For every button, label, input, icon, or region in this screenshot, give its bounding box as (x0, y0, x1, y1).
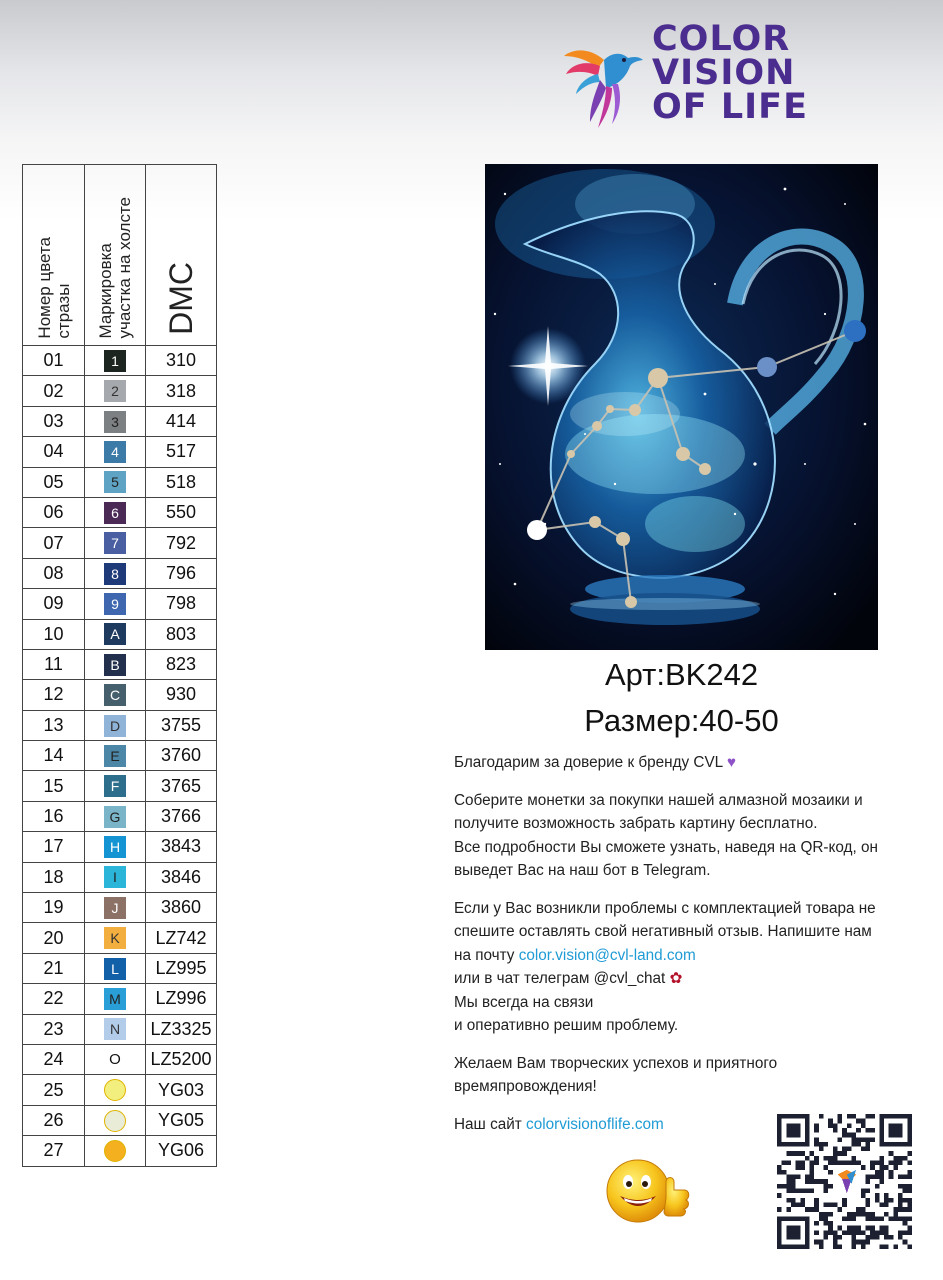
table-row (23, 862, 217, 892)
problem-line-2: спешите оставлять свой негативный отзыв. Напишите нам (454, 923, 872, 940)
table-row (23, 680, 217, 710)
coins-paragraph (454, 789, 934, 883)
table-row (23, 1014, 217, 1044)
color-swatch: N (104, 1018, 126, 1040)
dmc-code-cell: 798 (146, 589, 217, 619)
table-row (23, 1105, 217, 1135)
color-swatch: E (104, 745, 126, 767)
color-number-cell: 13 (23, 710, 85, 740)
marking-cell (85, 741, 146, 771)
table-row (23, 893, 217, 923)
dmc-code-cell: 517 (146, 437, 217, 467)
brand-name (652, 19, 808, 127)
dmc-code-cell: 803 (146, 619, 217, 649)
color-swatch: 6 (104, 502, 126, 524)
color-number-cell: 07 (23, 528, 85, 558)
marking-cell (85, 984, 146, 1014)
color-swatch: 1 (104, 350, 126, 372)
marking-cell (85, 1136, 146, 1166)
marking-cell (85, 437, 146, 467)
color-swatch (104, 1140, 126, 1162)
color-swatch: M (104, 988, 126, 1010)
site-link[interactable]: colorvisionoflife.com (526, 1115, 664, 1133)
table-row (23, 953, 217, 983)
color-swatch: 8 (104, 563, 126, 585)
table-row (23, 741, 217, 771)
dmc-code-cell: 310 (146, 346, 217, 376)
color-number-cell: 20 (23, 923, 85, 953)
color-swatch: 3 (104, 411, 126, 433)
color-swatch: C (104, 684, 126, 706)
dmc-code-cell: 3765 (146, 771, 217, 801)
dmc-code-cell: 550 (146, 497, 217, 527)
dmc-code-cell: 3860 (146, 893, 217, 923)
email-prefix: на почту (454, 946, 519, 964)
color-swatch: J (104, 897, 126, 919)
color-swatch: 9 (104, 593, 126, 615)
dmc-code-cell: 3843 (146, 832, 217, 862)
header-marking-cell (85, 165, 146, 346)
header-number: Номер цвета стразы (34, 237, 73, 339)
dmc-code-cell: 930 (146, 680, 217, 710)
color-number-cell: 10 (23, 619, 85, 649)
color-number-cell: 08 (23, 558, 85, 588)
dmc-code-cell: LZ742 (146, 923, 217, 953)
dmc-code-cell: 796 (146, 558, 217, 588)
table-row (23, 467, 217, 497)
color-number-cell: 22 (23, 984, 85, 1014)
dmc-code-cell: LZ3325 (146, 1014, 217, 1044)
marking-cell (85, 649, 146, 679)
marking-cell (85, 862, 146, 892)
marking-cell (85, 680, 146, 710)
table-row (23, 346, 217, 376)
thumbs-up-smiley-icon (604, 1158, 694, 1224)
coins-line-2: получите возможность забрать картину бесплатно. (454, 815, 818, 832)
color-swatch: G (104, 806, 126, 828)
dmc-code-cell: LZ996 (146, 984, 217, 1014)
color-swatch: K (104, 927, 126, 949)
table-row (23, 528, 217, 558)
dmc-code-cell: 3755 (146, 710, 217, 740)
dmc-code-cell: 3766 (146, 801, 217, 831)
marking-cell (85, 1014, 146, 1044)
color-table (22, 164, 217, 1167)
brand-line-1: COLOR (652, 19, 791, 59)
color-number-cell: 26 (23, 1105, 85, 1135)
brand-line-3: OF LIFE (652, 87, 808, 127)
table-row (23, 558, 217, 588)
color-number-cell: 24 (23, 1044, 85, 1074)
chat-text[interactable]: или в чат телеграм @cvl_chat (454, 970, 666, 987)
marking-cell (85, 832, 146, 862)
marking-cell (85, 1105, 146, 1135)
table-row (23, 832, 217, 862)
table-row (23, 497, 217, 527)
color-swatch: H (104, 836, 126, 858)
thanks-paragraph (454, 751, 934, 775)
wish-line-1: Желаем Вам творческих успехов и приятного (454, 1054, 778, 1072)
info-text (454, 751, 934, 1150)
color-number-cell: 05 (23, 467, 85, 497)
marking-cell (85, 467, 146, 497)
color-number-cell: 17 (23, 832, 85, 862)
color-number-cell: 01 (23, 346, 85, 376)
wish-line-2: времяпровождения! (454, 1078, 597, 1095)
color-swatch: D (104, 715, 126, 737)
artwork-image (485, 164, 878, 650)
color-number-cell: 02 (23, 376, 85, 406)
marking-cell (85, 376, 146, 406)
dmc-code-cell: 792 (146, 528, 217, 558)
color-number-cell: 03 (23, 406, 85, 436)
article-number: Арт:BK242 (604, 657, 759, 692)
problem-line-1: Если у Вас возникли проблемы с комплектацией товара не (454, 899, 876, 917)
site-prefix: Наш сайт (454, 1115, 527, 1133)
color-swatch: O (109, 1050, 121, 1068)
marking-cell (85, 497, 146, 527)
coins-line-3: Все подробности Вы сможете узнать, наведя на QR-код, он (454, 838, 878, 856)
color-number-cell: 12 (23, 680, 85, 710)
table-row (23, 589, 217, 619)
color-number-cell: 21 (23, 953, 85, 983)
dmc-code-cell: LZ995 (146, 953, 217, 983)
table-row (23, 984, 217, 1014)
marking-cell (85, 619, 146, 649)
contact-line-1: Мы всегда на связи (454, 993, 594, 1011)
marking-cell (85, 1075, 146, 1105)
table-body (23, 346, 217, 1167)
table-row (23, 1075, 217, 1105)
dmc-code-cell: LZ5200 (146, 1044, 217, 1074)
color-swatch: F (104, 775, 126, 797)
marking-cell (85, 710, 146, 740)
marking-cell (85, 589, 146, 619)
canvas-size: Размер:40-50 (584, 703, 779, 738)
color-number-cell: 11 (23, 649, 85, 679)
header-dmc: DMC (163, 262, 199, 335)
table-row (23, 649, 217, 679)
marking-cell (85, 953, 146, 983)
color-swatch (104, 1110, 126, 1132)
aquarius-jug-illustration (485, 164, 878, 650)
marking-cell (85, 346, 146, 376)
color-swatch: 4 (104, 441, 126, 463)
table-row (23, 437, 217, 467)
color-swatch (104, 1079, 126, 1101)
table-row (23, 1044, 217, 1074)
dmc-code-cell: YG03 (146, 1075, 217, 1105)
qr-code-icon[interactable] (777, 1113, 912, 1250)
dmc-code-cell: YG06 (146, 1136, 217, 1166)
thanks-text: Благодарим за доверие к бренду CVL (454, 754, 723, 771)
dmc-code-cell: 518 (146, 467, 217, 497)
color-number-cell: 27 (23, 1136, 85, 1166)
marking-cell (85, 923, 146, 953)
rose-icon: ✿ (669, 970, 683, 987)
color-swatch: L (104, 958, 126, 980)
table-row (23, 376, 217, 406)
color-number-cell: 06 (23, 497, 85, 527)
dmc-code-cell: YG05 (146, 1105, 217, 1135)
color-number-cell: 25 (23, 1075, 85, 1105)
color-swatch: 7 (104, 532, 126, 554)
marking-cell (85, 771, 146, 801)
table-row (23, 619, 217, 649)
color-number-cell: 18 (23, 862, 85, 892)
problem-paragraph (454, 897, 934, 1038)
color-swatch: I (104, 866, 126, 888)
dmc-code-cell: 823 (146, 649, 217, 679)
dmc-code-cell: 3760 (146, 741, 217, 771)
color-number-cell: 19 (23, 893, 85, 923)
table-row (23, 710, 217, 740)
table-row (23, 771, 217, 801)
marking-cell (85, 558, 146, 588)
coins-line-1: Соберите монетки за покупки нашей алмазной мозаики и (454, 791, 863, 809)
marking-cell (85, 801, 146, 831)
marking-cell (85, 893, 146, 923)
brand-logo (560, 19, 810, 132)
table-row (23, 1136, 217, 1166)
dmc-code-cell: 3846 (146, 862, 217, 892)
color-swatch: B (104, 654, 126, 676)
marking-cell (85, 528, 146, 558)
color-swatch: 2 (104, 380, 126, 402)
purple-heart-icon: ♥ (726, 754, 736, 771)
color-number-cell: 14 (23, 741, 85, 771)
contact-line-2: и оперативно решим проблему. (454, 1017, 679, 1034)
marking-cell (85, 406, 146, 436)
header-number-cell (23, 165, 85, 346)
color-number-cell: 09 (23, 589, 85, 619)
brand-line-2: VISION (652, 53, 796, 93)
wish-paragraph (454, 1052, 934, 1099)
color-number-cell: 16 (23, 801, 85, 831)
email-line (454, 944, 934, 968)
table-row (23, 801, 217, 831)
email-link[interactable]: color.vision@cvl-land.com (518, 946, 696, 964)
hummingbird-logo-icon (560, 30, 644, 130)
color-number-cell: 23 (23, 1014, 85, 1044)
color-number-cell: 04 (23, 437, 85, 467)
marking-cell (85, 1044, 146, 1074)
color-number-cell: 15 (23, 771, 85, 801)
header-marking: Маркировка участка на холсте (96, 197, 134, 339)
table-row (23, 406, 217, 436)
table-header-row (23, 165, 217, 346)
chat-line (454, 967, 934, 991)
color-swatch: A (104, 623, 126, 645)
dmc-code-cell: 318 (146, 376, 217, 406)
coins-line-4: выведет Вас на наш бот в Telegram. (454, 862, 711, 879)
color-swatch: 5 (104, 471, 126, 493)
dmc-code-cell: 414 (146, 406, 217, 436)
table-row (23, 923, 217, 953)
header-dmc-cell (146, 165, 217, 346)
